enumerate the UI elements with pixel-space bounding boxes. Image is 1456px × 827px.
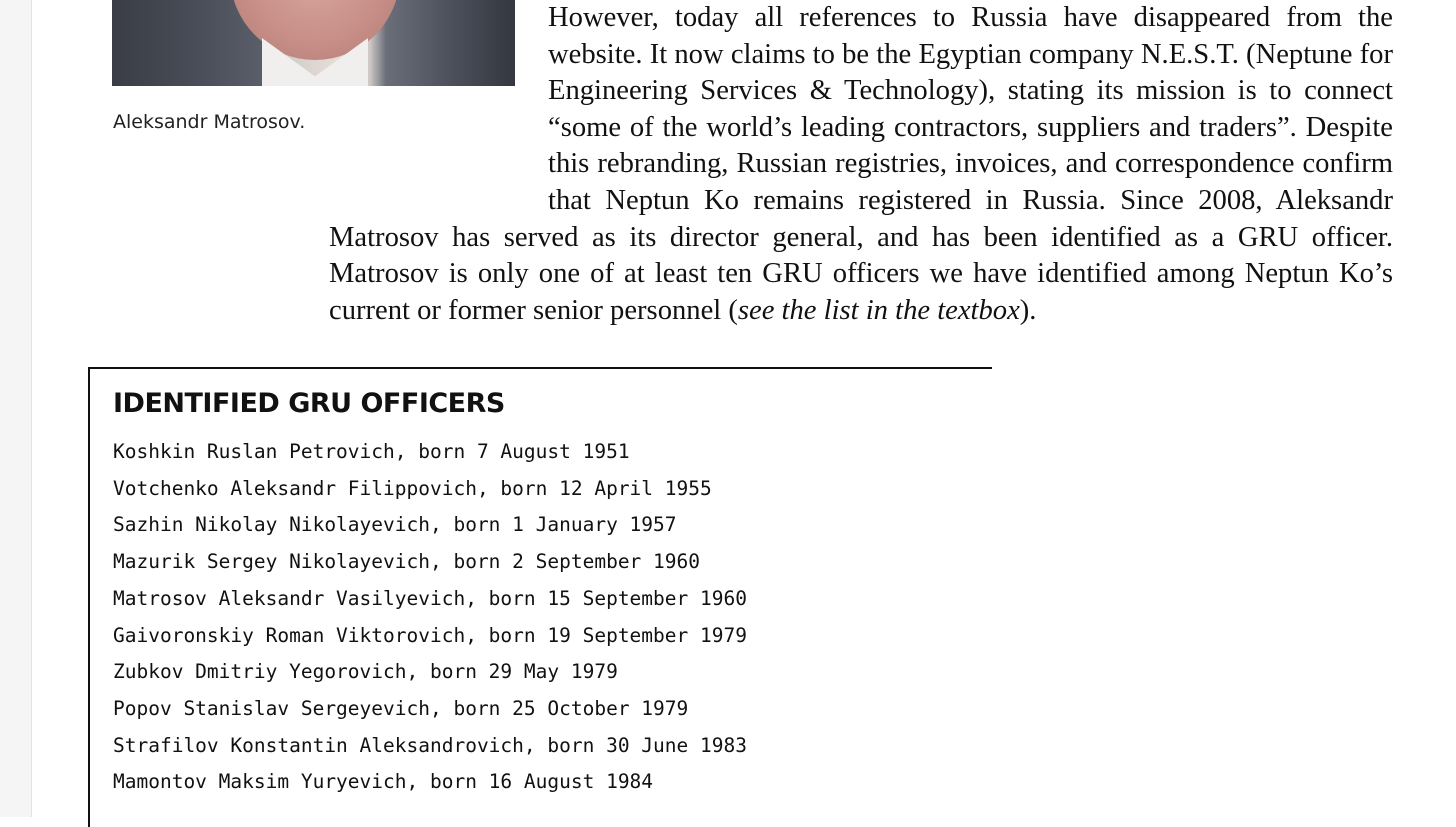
gru-officers-textbox	[88, 367, 992, 827]
officer-list-item: Popov Stanislav Sergeyevich, born 25 October 1979	[113, 696, 689, 720]
officer-list-item: Zubkov Dmitriy Yegorovich, born 29 May 1979	[113, 660, 618, 684]
photo-caption: Aleksandr Matrosov.	[113, 111, 306, 133]
officer-list-item: Sazhin Nikolay Nikolayevich, born 1 January 1957	[113, 513, 677, 537]
officer-list-item: Mazurik Sergey Nikolayevich, born 2 September 1960	[113, 550, 700, 574]
officer-list-item: Votchenko Aleksandr Filippovich, born 12 April 1955	[113, 476, 712, 500]
left-page-margin	[0, 0, 32, 817]
officer-list-item: Mamontov Maksim Yuryevich, born 16 August 1984	[113, 770, 654, 794]
officer-list-item: Gaivoronskiy Roman Viktorovich, born 19 September 1979	[113, 623, 747, 647]
article-text-main: However, today all references to Russia have disappeared from the website. It now claims to be the Egyptian company N.E.S.T. (Neptune for Engineering Services & Technology), stating its mission is to connect “some of the world’s leading contractors, suppliers and traders”. Despite this rebranding, Russian registries, invoices, and correspondence confirm that Neptun Ko remains registered in Russia. Since 2008, Aleksandr Matrosov has served as its director general, and has been identified as a GRU officer. Matrosov is only one of at least ten GRU officers we have identified among Neptun Ko’s current or former senior personnel (	[329, 2, 1393, 326]
officer-list-item: Strafilov Konstantin Aleksandrovich, born 30 June 1983	[113, 733, 747, 757]
officer-list-item: Koshkin Ruslan Petrovich, born 7 August 1951	[113, 440, 630, 463]
officer-list-item: Matrosov Aleksandr Vasilyevich, born 15 September 1960	[113, 586, 747, 610]
article-text-end: ).	[1019, 294, 1037, 326]
article-paragraph	[329, 0, 1393, 340]
officer-list	[113, 434, 747, 801]
textbox-title: IDENTIFIED GRU OFFICERS	[113, 388, 505, 419]
textbox-reference: see the list in the textbox	[737, 294, 1020, 326]
photo-wrap-spacer	[329, 0, 548, 183]
